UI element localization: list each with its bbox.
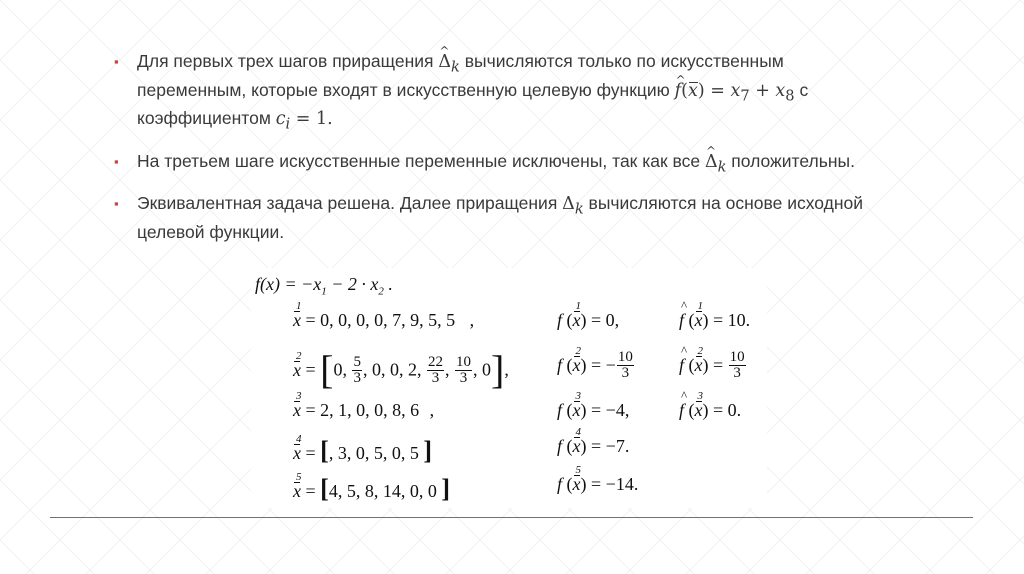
plus-sign: +	[749, 80, 776, 101]
delta-subscript: k	[451, 58, 460, 76]
bullet-text: вычисляются только по искусственным переменным, которые входят в искусственную целевую функцию	[137, 51, 784, 100]
solution-row-5	[251, 464, 767, 504]
bullet-list	[112, 50, 872, 258]
x8-symbol: x	[775, 80, 786, 101]
x-vector-2: x 2 = [0, $\frac{5}{3}$ , 0, 0, 2, $\frac{22}{3}$ , $\frac{10}{3}$ , 0],	[293, 347, 509, 392]
bullet-text: положительны.	[726, 150, 855, 171]
f-value-3: f (x 3 ) = −4,	[557, 390, 630, 420]
fhat-value-3: ^ f (x 3 ) = 0.	[679, 400, 741, 421]
bullet-text: Для первых трех шагов приращения	[137, 51, 439, 71]
solution-row-2	[251, 346, 767, 394]
delta-hat-symbol: ^ Δ	[705, 151, 718, 174]
f-hat-symbol: ^ f	[675, 80, 681, 103]
bullet-item-2	[112, 150, 872, 179]
bullet-item-3	[112, 192, 872, 244]
bullet-marker: ▪	[114, 54, 119, 69]
f-value-2: f (x 2 ) = − $\frac{10}{3}$	[557, 345, 633, 381]
x-vector-4: x 4 = [, 3, 0, 5, 0, 5 ]	[293, 433, 432, 465]
solution-row-1	[251, 300, 767, 340]
x-vector-1: x 1 = 0, 0, 0, 0, 7, 9, 5, 5 ,	[293, 300, 475, 330]
objective-row	[251, 274, 767, 304]
formula-image	[251, 268, 767, 508]
f-value-4: f (x 4 ) = −7.	[557, 426, 630, 456]
bullet-marker: ▪	[114, 196, 119, 211]
solution-row-3	[251, 390, 767, 430]
x-vector-3: x 3 = 2, 1, 0, 0, 8, 6 ,	[293, 390, 435, 420]
c-subscript: i	[285, 115, 291, 133]
f-value-5: f (x 5 ) = −14.	[557, 464, 639, 494]
bullet-text: вычисляются на основе исходной целевой функции.	[137, 193, 864, 242]
bullet-text: Эквивалентная задача решена. Далее приращения	[137, 193, 563, 213]
x-vector-5: x 5 = [4, 5, 8, 14, 0, 0 ]	[293, 471, 450, 503]
solution-row-4	[251, 426, 767, 466]
bullet-text: с коэффициентом	[137, 79, 809, 128]
fhat-value-1: ^ f (x 1 ) = 10.	[679, 310, 750, 331]
objective-function: $f(x) = -x_1 - 2 \cdot x_2$ .	[255, 274, 393, 298]
f-value-1: f (x 1 ) = 0,	[557, 300, 620, 330]
fhat-value-2: ^ f (x 2 ) = $\frac{10}{3}$	[679, 350, 747, 381]
x7-symbol: x	[730, 80, 741, 101]
delta-symbol: Δ	[562, 194, 575, 214]
equation-part: ) =	[697, 80, 731, 101]
bullet-marker: ▪	[114, 153, 119, 169]
delta-subscript: k	[574, 200, 584, 218]
x7-subscript: 7	[740, 87, 750, 104]
bullet-text: На третьем шаге искусственные переменные исключены, так как все	[137, 150, 705, 171]
x-bar-symbol: x	[687, 80, 698, 101]
c-value: = 1.	[290, 109, 333, 129]
footer-divider	[50, 517, 973, 518]
delta-subscript: k	[717, 158, 727, 175]
delta-hat-symbol: ^ Δ	[438, 51, 451, 74]
x8-subscript: 8	[785, 87, 795, 104]
c-symbol: c	[275, 109, 286, 129]
bullet-item-1	[112, 50, 872, 136]
paren: (	[681, 80, 688, 101]
